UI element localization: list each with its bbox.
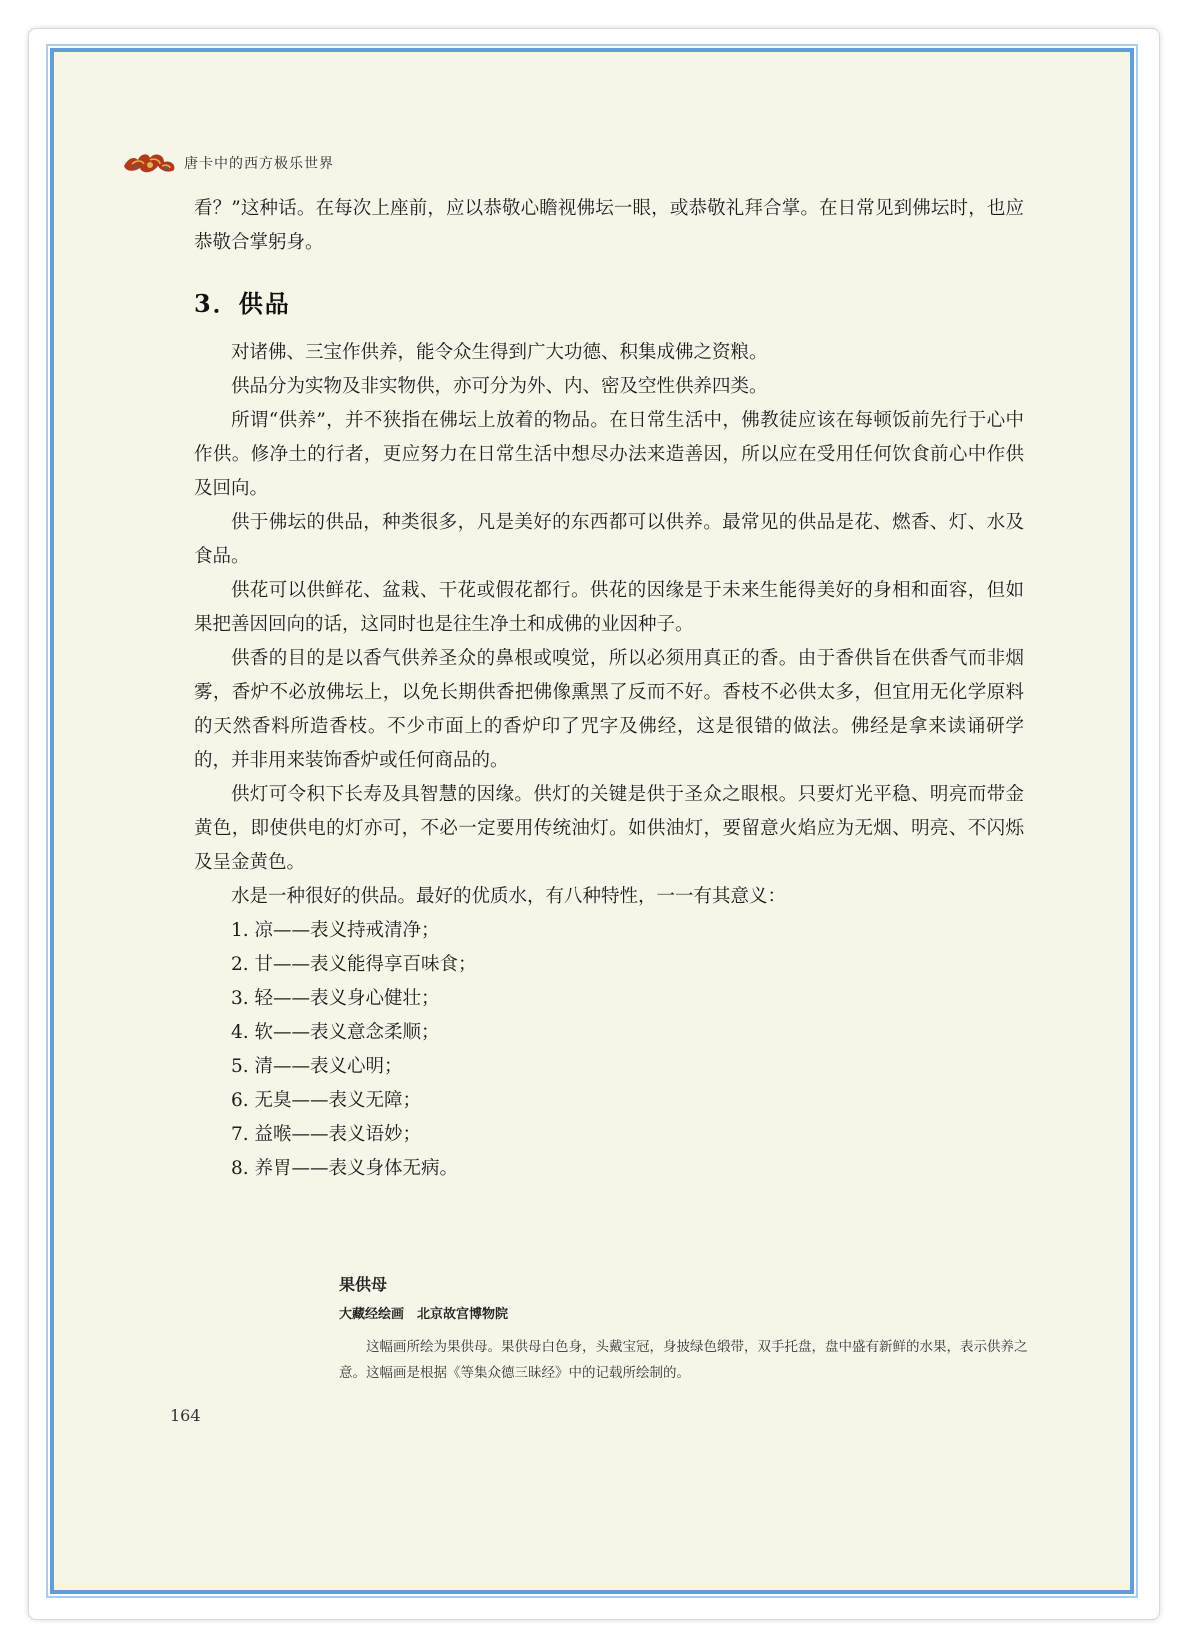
caption-text: 这幅画所绘为果供母。果供母白色身，头戴宝冠，身披绿色缎带，双手托盘，盘中盛有新鲜的水果，表示供养之意。这幅画是根据《等集众德三昧经》中的记载所绘制的。	[339, 1339, 1028, 1381]
list-item: 4. 软——表义意念柔顺；	[231, 1022, 440, 1043]
ornament-icon	[120, 148, 178, 178]
paragraph: 供香的目的是以香气供养圣众的鼻根或嗅觉，所以必须用真正的香。由于香供旨在供香气而非烟雾，香炉不必放佛坛上，以免长期供香把佛像熏黑了反而不好。香枝不必供太多，但宜用无化学原料的天然香料所造香枝。不少市面上的香炉印了咒字及佛经，这是很错的做法。佛经是拿来读诵研学的，并非用来装饰香炉或任何商品的。	[194, 648, 1024, 771]
book-title: 唐卡中的西方极乐世界	[184, 156, 334, 172]
paragraph: 水是一种很好的供品。最好的优质水，有八种特性，一一有其意义：	[231, 886, 787, 907]
paragraph: 供品分为实物及非实物供，亦可分为外、内、密及空性供养四类。	[231, 376, 768, 397]
list-item: 7. 益喉——表义语妙；	[231, 1124, 422, 1145]
list-item: 6. 无臭——表义无障；	[231, 1090, 422, 1111]
list-item: 2. 甘——表义能得享百味食；	[231, 954, 477, 975]
running-header	[120, 148, 334, 178]
caption-title: 果供母	[339, 1275, 388, 1294]
list-item: 5. 清——表义心明；	[231, 1056, 403, 1077]
paragraph: 供花可以供鲜花、盆栽、干花或假花都行。供花的因缘是于未来生能得美好的身相和面容，但如果把善因回向的话，这同时也是往生净土和成佛的业因种子。	[194, 580, 1024, 635]
paragraph: 供于佛坛的供品，种类很多，凡是美好的东西都可以供养。最常见的供品是花、燃香、灯、水及食品。	[194, 512, 1024, 567]
page-number: 164	[170, 1406, 201, 1425]
paragraph: 所谓“供养”，并不狭指在佛坛上放着的物品。在日常生活中，佛教徒应该在每顿饭前先行于心中作供。修净土的行者，更应努力在日常生活中想尽办法来造善因，所以应在受用任何饮食前心中作供及回向。	[194, 410, 1024, 499]
main-body	[194, 336, 1024, 1186]
book-page	[50, 48, 1134, 1594]
intro-paragraph: 看？”这种话。在每次上座前，应以恭敬心瞻视佛坛一眼，或恭敬礼拜合掌。在日常见到佛坛时，也应恭敬合掌躬身。	[194, 198, 1024, 253]
figure-caption	[339, 1272, 1029, 1386]
paragraph: 对诸佛、三宝作供养，能令众生得到广大功德、积集成佛之资粮。	[231, 342, 768, 363]
caption-source: 大藏经绘画 北京故宫博物院	[339, 1307, 509, 1322]
paragraph: 供灯可令积下长寿及具智慧的因缘。供灯的关键是供于圣众之眼根。只要灯光平稳、明亮而带金黄色，即使供电的灯亦可，不必一定要用传统油灯。如供油灯，要留意火焰应为无烟、明亮、不闪烁及呈金黄色。	[194, 784, 1024, 873]
intro-text	[194, 192, 1024, 260]
list-item: 3. 轻——表义身心健壮；	[231, 988, 440, 1009]
list-item: 8. 养胃——表义身体无病。	[231, 1158, 459, 1179]
section-heading: 3．供品	[194, 289, 291, 318]
list-item: 1. 凉——表义持戒清净；	[231, 920, 440, 941]
